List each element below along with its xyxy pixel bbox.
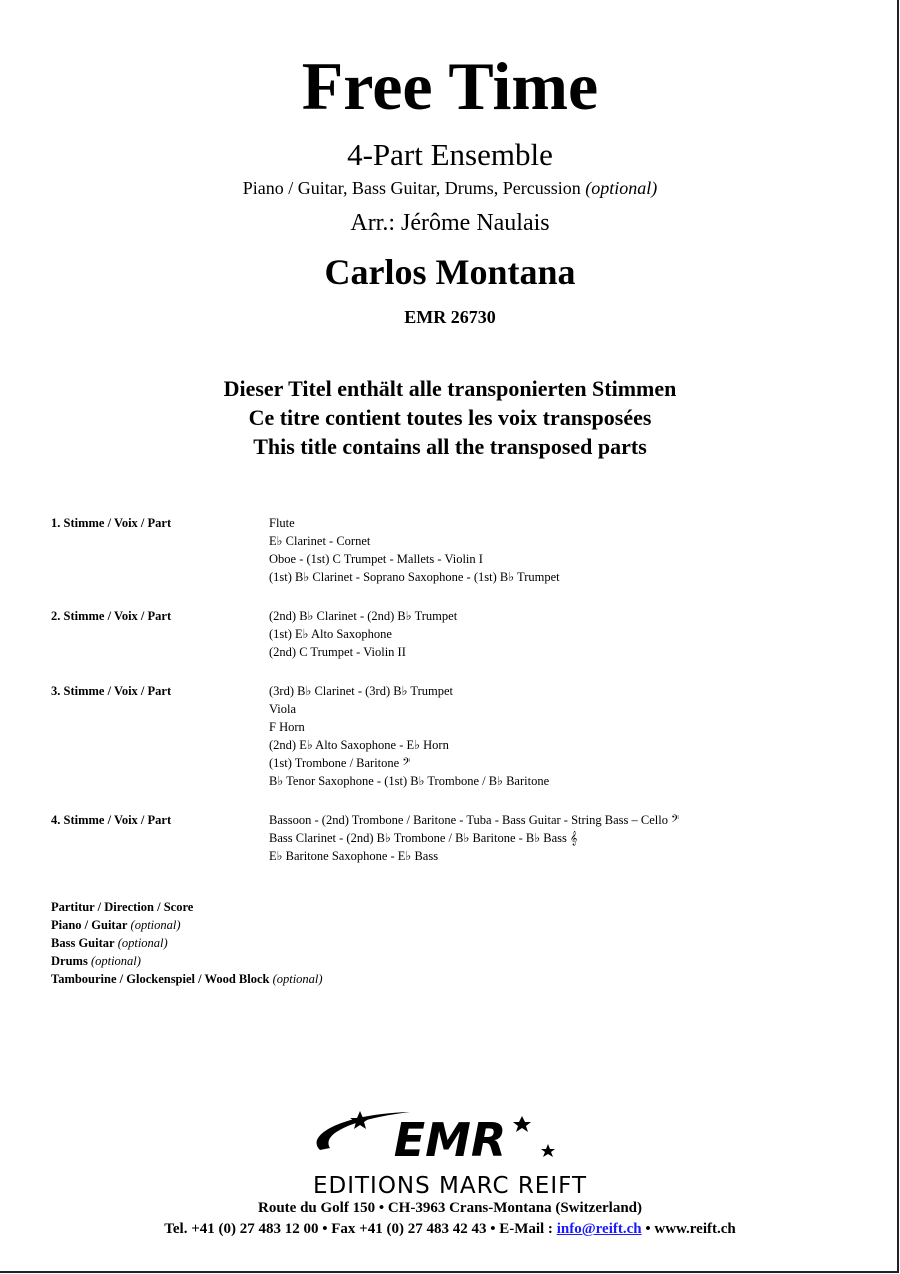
instrument-line: Bass Clarinet - (2nd) B♭ Trombone / B♭ Baritone - B♭ Bass 𝄞 [269, 831, 578, 845]
instrumentation-text: Piano / Guitar, Bass Guitar, Drums, Percussion [242, 178, 581, 198]
instrument-line: E♭ Baritone Saxophone - E♭ Bass [269, 849, 439, 863]
page-title: Free Time [301, 48, 599, 124]
instrument-line: (2nd) E♭ Alto Saxophone - E♭ Horn [269, 738, 449, 752]
composer: Carlos Montana [324, 252, 576, 292]
part-group-1 [51, 514, 871, 586]
parts-list [51, 514, 871, 886]
contact-phone-fax: Tel. +41 (0) 27 483 12 00 • Fax +41 (0) 27 483 42 43 • E-Mail : [164, 1221, 553, 1237]
extra-item: Partitur / Direction / Score [51, 900, 194, 914]
transposition-notes [0, 374, 900, 461]
instrument-line: Oboe - (1st) C Trumpet - Mallets - Violin I [269, 552, 483, 566]
part-label: 3. Stimme / Voix / Part [51, 684, 172, 698]
instrument-line: Bassoon - (2nd) Trombone / Baritone - Tuba - Bass Guitar - String Bass – Cello 𝄢 [269, 813, 680, 827]
instrument-line: (2nd) B♭ Clarinet - (2nd) B♭ Trumpet [269, 609, 458, 623]
star-icon [541, 1144, 555, 1157]
instrumentation [0, 176, 900, 200]
publisher-contact [0, 1219, 900, 1239]
instrument-line: F Horn [269, 720, 305, 734]
subtitle: 4-Part Ensemble [347, 137, 553, 172]
note-german: Dieser Titel enthält alle transponierten Stimmen [223, 376, 677, 401]
logo-text: EMR [393, 1113, 507, 1166]
part-instruments [269, 811, 871, 865]
email-link[interactable]: info@reift.ch [556, 1221, 642, 1237]
part-instruments [269, 607, 871, 661]
catalog-number: EMR 26730 [404, 307, 496, 327]
star-icon [350, 1111, 370, 1129]
instrument-line: (3rd) B♭ Clarinet - (3rd) B♭ Trumpet [269, 684, 453, 698]
score-extras [51, 898, 323, 988]
contact-website[interactable]: • www.reift.ch [645, 1221, 736, 1237]
part-group-4 [51, 811, 871, 865]
instrument-line: (1st) B♭ Clarinet - Soprano Saxophone - (1st) B♭ Trumpet [269, 570, 560, 584]
part-label: 1. Stimme / Voix / Part [51, 516, 172, 530]
star-icon [513, 1116, 531, 1132]
instrument-line: Viola [269, 702, 297, 716]
publisher-address: Route du Golf 150 • CH-3963 Crans-Montana (Switzerland) [258, 1200, 642, 1216]
extra-item: Piano / Guitar (optional) [51, 918, 181, 932]
instrument-line: (1st) Trombone / Baritone 𝄢 [269, 756, 411, 770]
arranger: Arr.: Jérôme Naulais [350, 210, 550, 236]
instrument-line: B♭ Tenor Saxophone - (1st) B♭ Trombone / B♭ Baritone [269, 774, 550, 788]
instrument-line: E♭ Clarinet - Cornet [269, 534, 371, 548]
part-label: 4. Stimme / Voix / Part [51, 813, 172, 827]
instrumentation-optional: (optional) [585, 178, 658, 198]
emr-logo [300, 1106, 610, 1166]
part-instruments [269, 682, 871, 790]
part-group-3 [51, 682, 871, 790]
part-group-2 [51, 607, 871, 661]
part-label: 2. Stimme / Voix / Part [51, 609, 172, 623]
instrument-line: (1st) E♭ Alto Saxophone [269, 627, 392, 641]
extra-item: Bass Guitar (optional) [51, 936, 168, 950]
part-instruments [269, 514, 871, 586]
note-english: This title contains all the transposed parts [253, 434, 647, 459]
note-french: Ce titre contient toutes les voix transposées [248, 405, 652, 430]
publisher-name: EDITIONS MARC REIFT [312, 1173, 588, 1199]
extra-item: Tambourine / Glockenspiel / Wood Block (optional) [51, 972, 323, 986]
instrument-line: Flute [269, 516, 295, 530]
instrument-line: (2nd) C Trumpet - Violin II [269, 645, 406, 659]
extra-item: Drums (optional) [51, 954, 141, 968]
